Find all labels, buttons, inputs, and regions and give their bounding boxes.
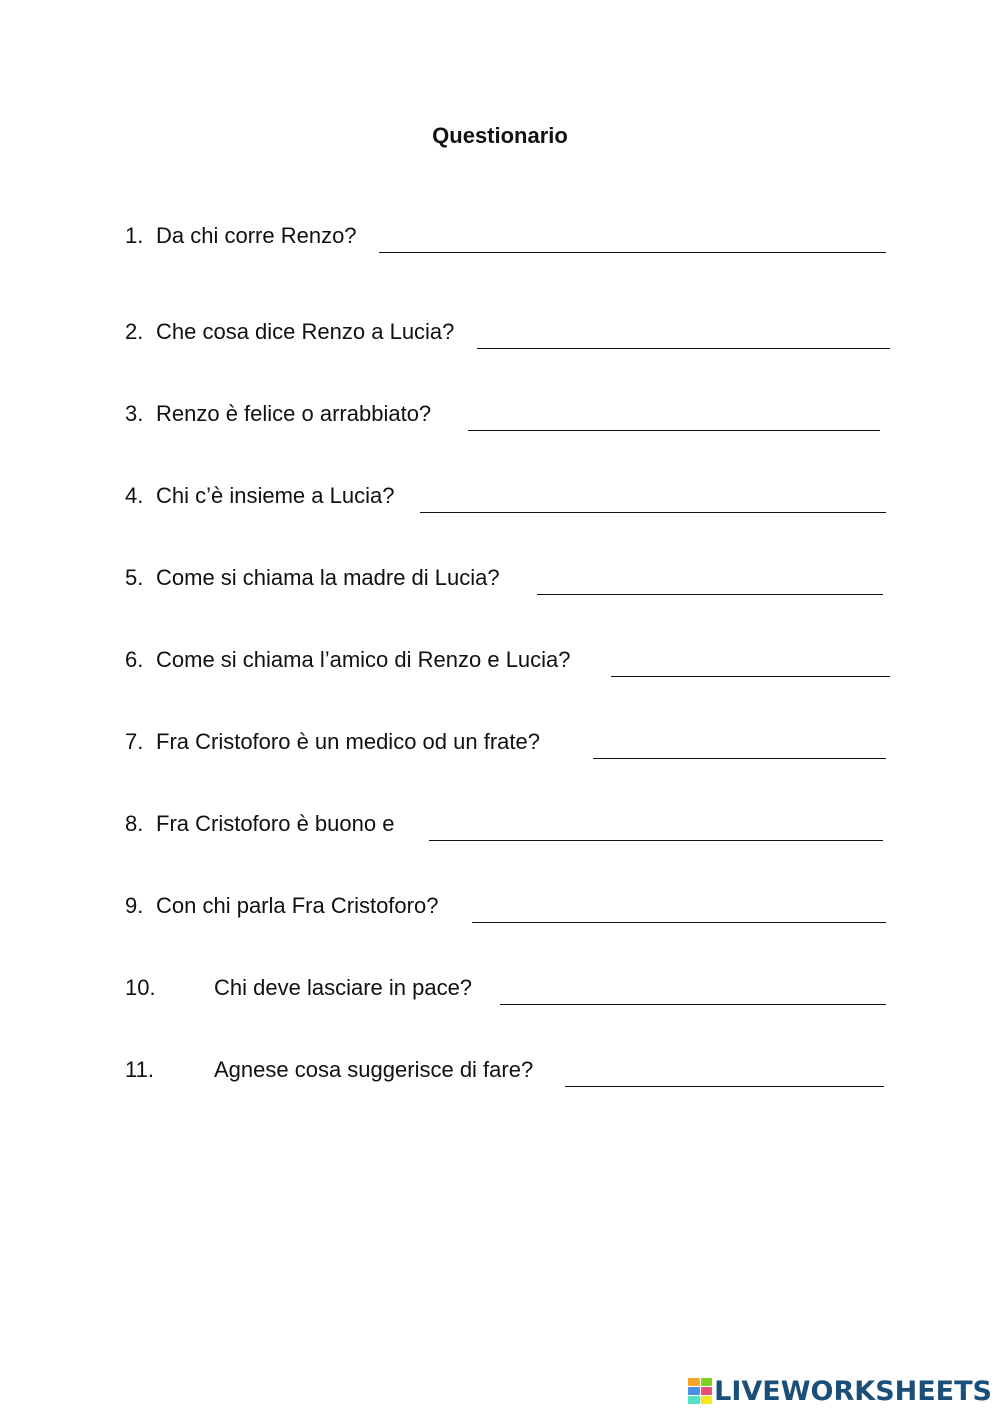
answer-blank-9[interactable]	[472, 889, 886, 923]
liveworksheets-logo-icon	[688, 1378, 712, 1404]
question-number: 1.	[125, 223, 144, 248]
answer-blank-5[interactable]	[537, 561, 883, 595]
question-text: Renzo è felice o arrabbiato?	[156, 401, 432, 426]
question-text: Fra Cristoforo è un medico od un frate?	[156, 729, 540, 754]
answer-blank-6[interactable]	[611, 643, 890, 677]
question-number: 7.	[125, 729, 144, 754]
question-number: 3.	[125, 401, 144, 426]
question-text: Come si chiama la madre di Lucia?	[156, 565, 500, 590]
answer-blank-1[interactable]	[379, 219, 886, 253]
answer-blank-11[interactable]	[565, 1053, 884, 1087]
question-text: Chi deve lasciare in pace?	[214, 975, 473, 1000]
question-text: Agnese cosa suggerisce di fare?	[214, 1057, 534, 1082]
question-text: Fra Cristoforo è buono e	[156, 811, 395, 836]
question-number: 5.	[125, 565, 144, 590]
answer-blank-8[interactable]	[429, 807, 883, 841]
answer-blank-2[interactable]	[477, 315, 890, 349]
question-number: 10.	[125, 975, 156, 1000]
question-number: 9.	[125, 893, 144, 918]
question-number: 8.	[125, 811, 144, 836]
question-text: Che cosa dice Renzo a Lucia?	[156, 319, 455, 344]
answer-blank-3[interactable]	[468, 397, 880, 431]
question-number: 11.	[125, 1057, 154, 1082]
answer-blank-4[interactable]	[420, 479, 886, 513]
question-text: Con chi parla Fra Cristoforo?	[156, 893, 439, 918]
page-title: Questionario	[432, 123, 568, 148]
question-text: Da chi corre Renzo?	[156, 223, 357, 248]
question-text: Chi c’è insieme a Lucia?	[156, 483, 395, 508]
answer-blank-10[interactable]	[500, 971, 886, 1005]
question-number: 2.	[125, 319, 144, 344]
question-number: 6.	[125, 647, 144, 672]
question-number: 4.	[125, 483, 144, 508]
question-text: Come si chiama l’amico di Renzo e Lucia?	[156, 647, 571, 672]
answer-blank-7[interactable]	[593, 725, 886, 759]
watermark-text: LIVEWORKSHEETS	[714, 1375, 992, 1407]
liveworksheets-watermark	[688, 1373, 992, 1409]
